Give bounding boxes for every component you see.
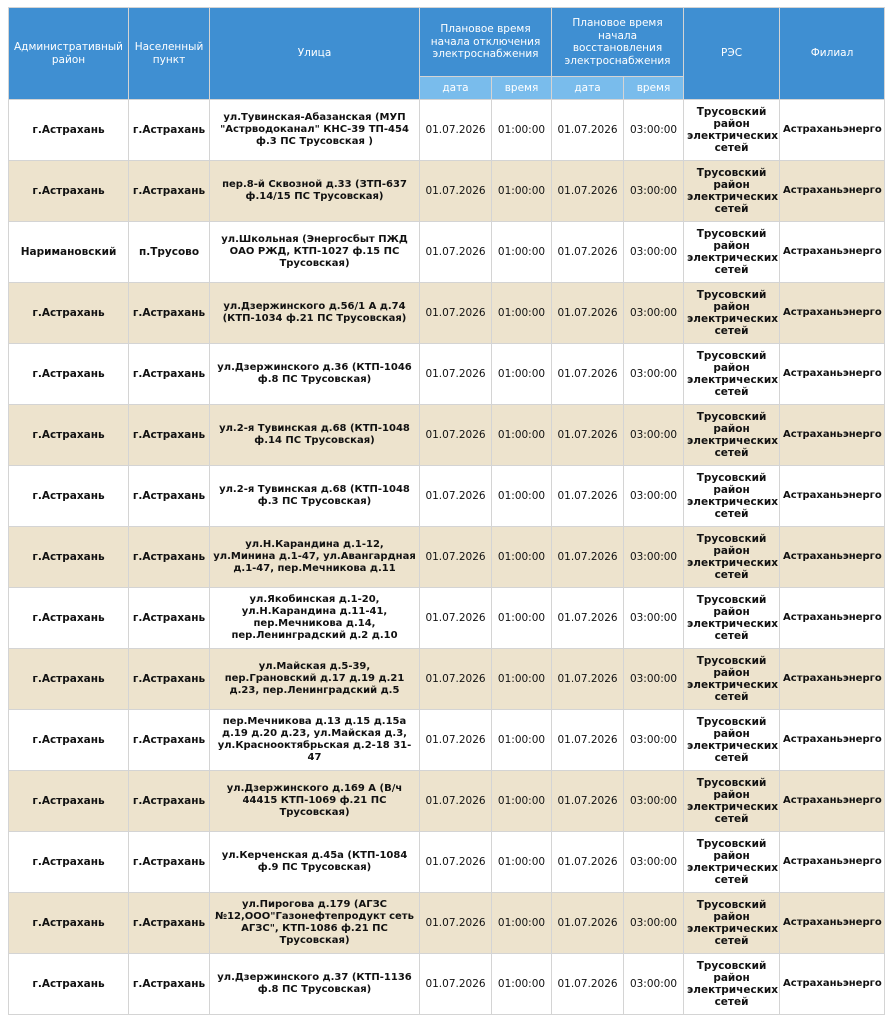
street-cell: ул.Дзержинского д.56/1 А д.74 (КТП-1034 ф.21 ПС Трусовская) bbox=[210, 283, 420, 344]
off-date-cell: 01.07.2026 bbox=[420, 893, 492, 954]
header-res: РЭС bbox=[684, 8, 780, 100]
on-time-cell: 03:00:00 bbox=[624, 344, 684, 405]
off-time-cell: 01:00:00 bbox=[492, 222, 552, 283]
res-cell: Трусовский район электрических сетей bbox=[684, 222, 780, 283]
district-cell: г.Астрахань bbox=[9, 588, 129, 649]
on-time-cell: 03:00:00 bbox=[624, 893, 684, 954]
street-cell: ул.Якобинская д.1-20, ул.Н.Карандина д.11-41, пер.Мечникова д.14, пер.Ленинградский д.2 д.10 bbox=[210, 588, 420, 649]
street-cell: ул.2-я Тувинская д.68 (КТП-1048 ф.3 ПС Трусовская) bbox=[210, 466, 420, 527]
on-time-cell: 03:00:00 bbox=[624, 527, 684, 588]
branch-cell: Астраханьэнерго bbox=[780, 771, 885, 832]
res-cell: Трусовский район электрических сетей bbox=[684, 344, 780, 405]
off-date-cell: 01.07.2026 bbox=[420, 954, 492, 1015]
branch-cell: Астраханьэнерго bbox=[780, 405, 885, 466]
header-off-date: дата bbox=[420, 77, 492, 100]
street-cell: ул.Дзержинского д.37 (КТП-1136 ф.8 ПС Трусовская) bbox=[210, 954, 420, 1015]
outage-schedule-table bbox=[8, 7, 885, 1015]
off-date-cell: 01.07.2026 bbox=[420, 100, 492, 161]
locality-cell: г.Астрахань bbox=[129, 161, 210, 222]
header-on-date: дата bbox=[552, 77, 624, 100]
on-time-cell: 03:00:00 bbox=[624, 649, 684, 710]
district-cell: г.Астрахань bbox=[9, 527, 129, 588]
off-time-cell: 01:00:00 bbox=[492, 649, 552, 710]
street-cell: ул.Керченская д.45а (КТП-1084 ф.9 ПС Трусовская) bbox=[210, 832, 420, 893]
locality-cell: п.Трусово bbox=[129, 222, 210, 283]
off-date-cell: 01.07.2026 bbox=[420, 344, 492, 405]
street-cell: ул.Школьная (Энергосбыт ПЖД ОАО РЖД, КТП-1027 ф.15 ПС Трусовская) bbox=[210, 222, 420, 283]
on-date-cell: 01.07.2026 bbox=[552, 771, 624, 832]
locality-cell: г.Астрахань bbox=[129, 588, 210, 649]
on-time-cell: 03:00:00 bbox=[624, 588, 684, 649]
table-row bbox=[9, 344, 885, 405]
on-date-cell: 01.07.2026 bbox=[552, 161, 624, 222]
district-cell: г.Астрахань bbox=[9, 100, 129, 161]
res-cell: Трусовский район электрических сетей bbox=[684, 466, 780, 527]
on-date-cell: 01.07.2026 bbox=[552, 222, 624, 283]
header-street: Улица bbox=[210, 8, 420, 100]
res-cell: Трусовский район электрических сетей bbox=[684, 649, 780, 710]
on-date-cell: 01.07.2026 bbox=[552, 893, 624, 954]
on-time-cell: 03:00:00 bbox=[624, 832, 684, 893]
table-row bbox=[9, 466, 885, 527]
district-cell: г.Астрахань bbox=[9, 649, 129, 710]
district-cell: г.Астрахань bbox=[9, 466, 129, 527]
street-cell: ул.Дзержинского д.169 А (В/ч 44415 КТП-1069 ф.21 ПС Трусовская) bbox=[210, 771, 420, 832]
res-cell: Трусовский район электрических сетей bbox=[684, 527, 780, 588]
off-time-cell: 01:00:00 bbox=[492, 100, 552, 161]
district-cell: г.Астрахань bbox=[9, 893, 129, 954]
off-time-cell: 01:00:00 bbox=[492, 771, 552, 832]
table-row bbox=[9, 893, 885, 954]
street-cell: ул.Пирогова д.179 (АГЗС №12,ООО"Газонефтепродукт сеть АГЗС", КТП-1086 ф.21 ПС Трусовская) bbox=[210, 893, 420, 954]
on-date-cell: 01.07.2026 bbox=[552, 405, 624, 466]
off-date-cell: 01.07.2026 bbox=[420, 222, 492, 283]
on-time-cell: 03:00:00 bbox=[624, 405, 684, 466]
table-row bbox=[9, 588, 885, 649]
off-date-cell: 01.07.2026 bbox=[420, 588, 492, 649]
locality-cell: г.Астрахань bbox=[129, 832, 210, 893]
off-date-cell: 01.07.2026 bbox=[420, 710, 492, 771]
table-row bbox=[9, 710, 885, 771]
street-cell: ул.Дзержинского д.36 (КТП-1046 ф.8 ПС Трусовская) bbox=[210, 344, 420, 405]
res-cell: Трусовский район электрических сетей bbox=[684, 832, 780, 893]
on-time-cell: 03:00:00 bbox=[624, 710, 684, 771]
header-admin-district: Административный район bbox=[9, 8, 129, 100]
res-cell: Трусовский район электрических сетей bbox=[684, 954, 780, 1015]
off-time-cell: 01:00:00 bbox=[492, 893, 552, 954]
district-cell: г.Астрахань bbox=[9, 161, 129, 222]
branch-cell: Астраханьэнерго bbox=[780, 649, 885, 710]
off-date-cell: 01.07.2026 bbox=[420, 405, 492, 466]
on-time-cell: 03:00:00 bbox=[624, 771, 684, 832]
off-time-cell: 01:00:00 bbox=[492, 832, 552, 893]
locality-cell: г.Астрахань bbox=[129, 710, 210, 771]
table-row bbox=[9, 161, 885, 222]
header-off-hour: время bbox=[492, 77, 552, 100]
branch-cell: Астраханьэнерго bbox=[780, 466, 885, 527]
off-time-cell: 01:00:00 bbox=[492, 405, 552, 466]
res-cell: Трусовский район электрических сетей bbox=[684, 283, 780, 344]
table-row bbox=[9, 649, 885, 710]
branch-cell: Астраханьэнерго bbox=[780, 588, 885, 649]
table-row bbox=[9, 771, 885, 832]
branch-cell: Астраханьэнерго bbox=[780, 161, 885, 222]
district-cell: г.Астрахань bbox=[9, 954, 129, 1015]
district-cell: г.Астрахань bbox=[9, 710, 129, 771]
off-date-cell: 01.07.2026 bbox=[420, 771, 492, 832]
off-time-cell: 01:00:00 bbox=[492, 283, 552, 344]
table-row bbox=[9, 832, 885, 893]
on-time-cell: 03:00:00 bbox=[624, 222, 684, 283]
district-cell: г.Астрахань bbox=[9, 771, 129, 832]
branch-cell: Астраханьэнерго bbox=[780, 527, 885, 588]
locality-cell: г.Астрахань bbox=[129, 527, 210, 588]
branch-cell: Астраханьэнерго bbox=[780, 954, 885, 1015]
district-cell: г.Астрахань bbox=[9, 832, 129, 893]
off-time-cell: 01:00:00 bbox=[492, 527, 552, 588]
table-row bbox=[9, 527, 885, 588]
res-cell: Трусовский район электрических сетей bbox=[684, 710, 780, 771]
header-branch: Филиал bbox=[780, 8, 885, 100]
on-date-cell: 01.07.2026 bbox=[552, 344, 624, 405]
branch-cell: Астраханьэнерго bbox=[780, 283, 885, 344]
on-date-cell: 01.07.2026 bbox=[552, 832, 624, 893]
on-time-cell: 03:00:00 bbox=[624, 954, 684, 1015]
on-date-cell: 01.07.2026 bbox=[552, 283, 624, 344]
district-cell: Наримановский bbox=[9, 222, 129, 283]
locality-cell: г.Астрахань bbox=[129, 893, 210, 954]
off-time-cell: 01:00:00 bbox=[492, 954, 552, 1015]
on-time-cell: 03:00:00 bbox=[624, 466, 684, 527]
street-cell: ул.Майская д.5-39, пер.Грановский д.17 д.19 д.21 д.23, пер.Ленинградский д.5 bbox=[210, 649, 420, 710]
district-cell: г.Астрахань bbox=[9, 283, 129, 344]
off-date-cell: 01.07.2026 bbox=[420, 527, 492, 588]
on-date-cell: 01.07.2026 bbox=[552, 649, 624, 710]
on-date-cell: 01.07.2026 bbox=[552, 954, 624, 1015]
on-time-cell: 03:00:00 bbox=[624, 100, 684, 161]
street-cell: ул.Н.Карандина д.1-12, ул.Минина д.1-47, ул.Авангардная д.1-47, пер.Мечникова д.11 bbox=[210, 527, 420, 588]
res-cell: Трусовский район электрических сетей bbox=[684, 100, 780, 161]
branch-cell: Астраханьэнерго bbox=[780, 100, 885, 161]
on-time-cell: 03:00:00 bbox=[624, 283, 684, 344]
table-header bbox=[9, 8, 885, 100]
header-locality: Населенный пункт bbox=[129, 8, 210, 100]
res-cell: Трусовский район электрических сетей bbox=[684, 771, 780, 832]
on-date-cell: 01.07.2026 bbox=[552, 466, 624, 527]
off-time-cell: 01:00:00 bbox=[492, 588, 552, 649]
res-cell: Трусовский район электрических сетей bbox=[684, 405, 780, 466]
locality-cell: г.Астрахань bbox=[129, 649, 210, 710]
locality-cell: г.Астрахань bbox=[129, 466, 210, 527]
off-date-cell: 01.07.2026 bbox=[420, 649, 492, 710]
locality-cell: г.Астрахань bbox=[129, 100, 210, 161]
table-row bbox=[9, 222, 885, 283]
street-cell: ул.Тувинская-Абазанская (МУП "Астрводоканал" КНС-39 ТП-454 ф.3 ПС Трусовская ) bbox=[210, 100, 420, 161]
off-time-cell: 01:00:00 bbox=[492, 466, 552, 527]
street-cell: ул.2-я Тувинская д.68 (КТП-1048 ф.14 ПС Трусовская) bbox=[210, 405, 420, 466]
branch-cell: Астраханьэнерго bbox=[780, 222, 885, 283]
on-date-cell: 01.07.2026 bbox=[552, 588, 624, 649]
table-row bbox=[9, 954, 885, 1015]
header-off-time: Плановое время начала отключения электроснабжения bbox=[420, 8, 552, 77]
district-cell: г.Астрахань bbox=[9, 405, 129, 466]
street-cell: пер.8-й Сквозной д.33 (ЗТП-637 ф.14/15 ПС Трусовская) bbox=[210, 161, 420, 222]
table-row bbox=[9, 100, 885, 161]
on-date-cell: 01.07.2026 bbox=[552, 527, 624, 588]
off-date-cell: 01.07.2026 bbox=[420, 161, 492, 222]
on-time-cell: 03:00:00 bbox=[624, 161, 684, 222]
off-time-cell: 01:00:00 bbox=[492, 344, 552, 405]
off-time-cell: 01:00:00 bbox=[492, 161, 552, 222]
locality-cell: г.Астрахань bbox=[129, 405, 210, 466]
locality-cell: г.Астрахань bbox=[129, 283, 210, 344]
branch-cell: Астраханьэнерго bbox=[780, 344, 885, 405]
off-date-cell: 01.07.2026 bbox=[420, 283, 492, 344]
branch-cell: Астраханьэнерго bbox=[780, 710, 885, 771]
on-date-cell: 01.07.2026 bbox=[552, 100, 624, 161]
table-body bbox=[9, 100, 885, 1015]
res-cell: Трусовский район электрических сетей bbox=[684, 588, 780, 649]
table-row bbox=[9, 283, 885, 344]
locality-cell: г.Астрахань bbox=[129, 771, 210, 832]
street-cell: пер.Мечникова д.13 д.15 д.15а д.19 д.20 д.23, ул.Майская д.3, ул.Краснооктябрьская д.2-18 31-47 bbox=[210, 710, 420, 771]
locality-cell: г.Астрахань bbox=[129, 954, 210, 1015]
res-cell: Трусовский район электрических сетей bbox=[684, 893, 780, 954]
off-time-cell: 01:00:00 bbox=[492, 710, 552, 771]
locality-cell: г.Астрахань bbox=[129, 344, 210, 405]
on-date-cell: 01.07.2026 bbox=[552, 710, 624, 771]
res-cell: Трусовский район электрических сетей bbox=[684, 161, 780, 222]
header-on-hour: время bbox=[624, 77, 684, 100]
branch-cell: Астраханьэнерго bbox=[780, 832, 885, 893]
off-date-cell: 01.07.2026 bbox=[420, 466, 492, 527]
header-restore-time: Плановое время начала восстановления электроснабжения bbox=[552, 8, 684, 77]
district-cell: г.Астрахань bbox=[9, 344, 129, 405]
off-date-cell: 01.07.2026 bbox=[420, 832, 492, 893]
table-row bbox=[9, 405, 885, 466]
branch-cell: Астраханьэнерго bbox=[780, 893, 885, 954]
